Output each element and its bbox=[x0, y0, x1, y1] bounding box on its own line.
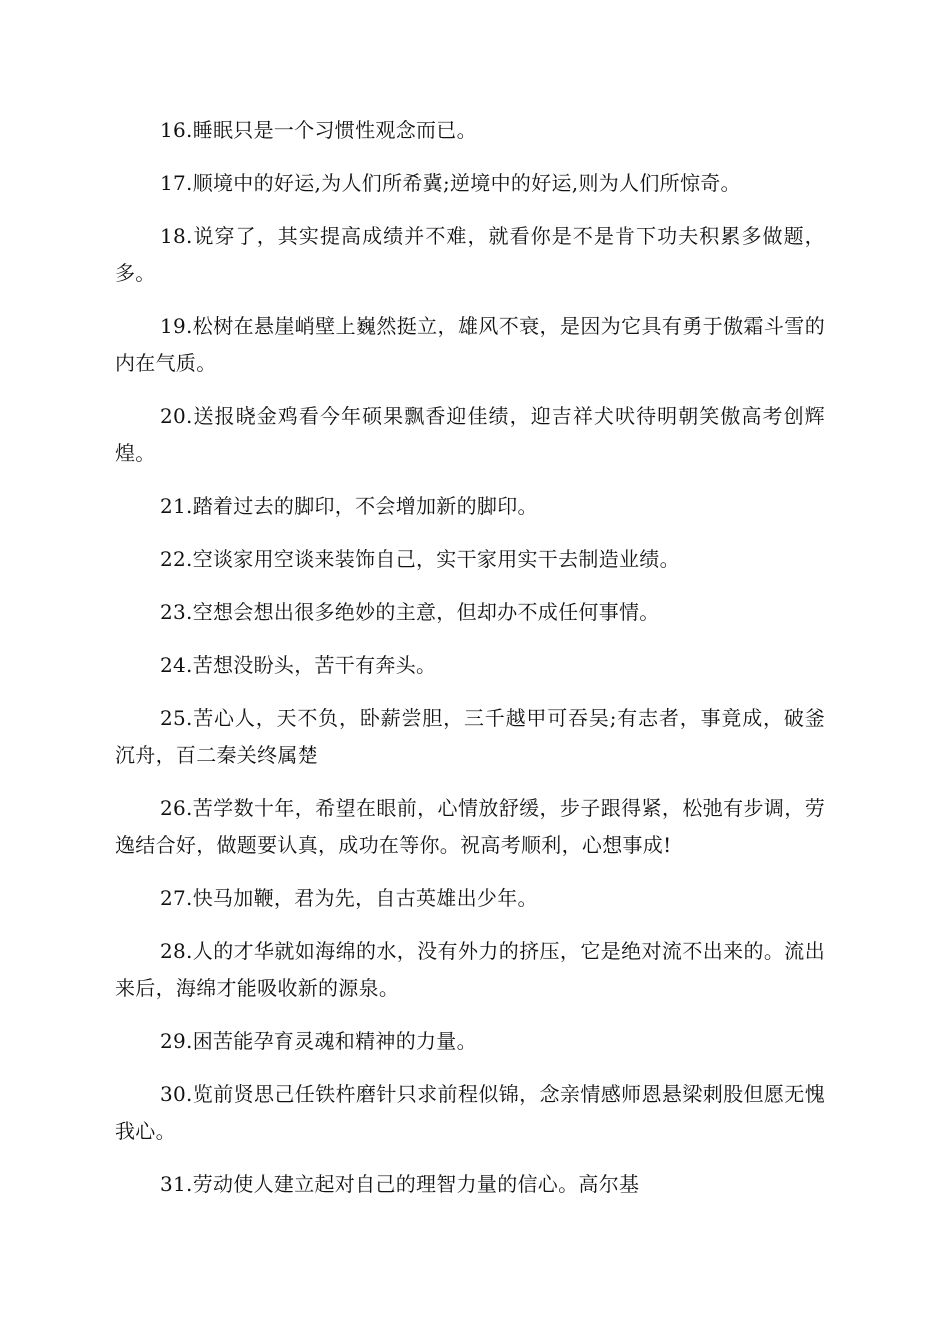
quote-paragraph-22: 22.空谈家用空谈来装饰自己，实干家用实干去制造业绩。 bbox=[160, 547, 680, 571]
quote-paragraph-28: 28.人的才华就如海绵的水，没有外力的挤压，它是绝对流不出来的。流出来后，海绵才能吸收新的源泉。 bbox=[115, 939, 825, 1000]
quote-paragraph-25: 25.苦心人，天不负，卧薪尝胆，三千越甲可吞吴;有志者，事竟成，破釜沉舟，百二秦关终属楚 bbox=[115, 706, 825, 767]
quote-paragraph-17: 17.顺境中的好运,为人们所希冀;逆境中的好运,则为人们所惊奇。 bbox=[160, 171, 741, 195]
document-body bbox=[115, 112, 825, 1219]
quote-paragraph-27: 27.快马加鞭，君为先，自古英雄出少年。 bbox=[160, 886, 538, 910]
quote-paragraph-20: 20.送报晓金鸡看今年硕果飘香迎佳绩，迎吉祥犬吠待明朝笑傲高考创辉煌。 bbox=[115, 404, 825, 465]
quote-paragraph-19: 19.松树在悬崖峭壁上巍然挺立，雄风不衰，是因为它具有勇于傲霜斗雪的内在气质。 bbox=[115, 314, 825, 375]
quote-paragraph-30: 30.览前贤思己任铁杵磨针只求前程似锦，念亲情感师恩悬梁刺股但愿无愧我心。 bbox=[115, 1082, 825, 1143]
quote-paragraph-21: 21.踏着过去的脚印，不会增加新的脚印。 bbox=[160, 494, 538, 518]
quote-paragraph-16: 16.睡眠只是一个习惯性观念而已。 bbox=[160, 118, 477, 142]
quote-paragraph-31: 31.劳动使人建立起对自己的理智力量的信心。高尔基 bbox=[160, 1172, 640, 1196]
quote-paragraph-26: 26.苦学数十年，希望在眼前，心情放舒缓，步子跟得紧，松弛有步调，劳逸结合好，做题要认真，成功在等你。祝高考顺利，心想事成! bbox=[115, 796, 825, 857]
quote-paragraph-18: 18.说穿了，其实提高成绩并不难，就看你是不是肯下功夫积累多做题，多。 bbox=[115, 224, 825, 285]
quote-paragraph-29: 29.困苦能孕育灵魂和精神的力量。 bbox=[160, 1029, 477, 1053]
quote-paragraph-24: 24.苦想没盼头，苦干有奔头。 bbox=[160, 653, 437, 677]
quote-paragraph-23: 23.空想会想出很多绝妙的主意，但却办不成任何事情。 bbox=[160, 600, 660, 624]
